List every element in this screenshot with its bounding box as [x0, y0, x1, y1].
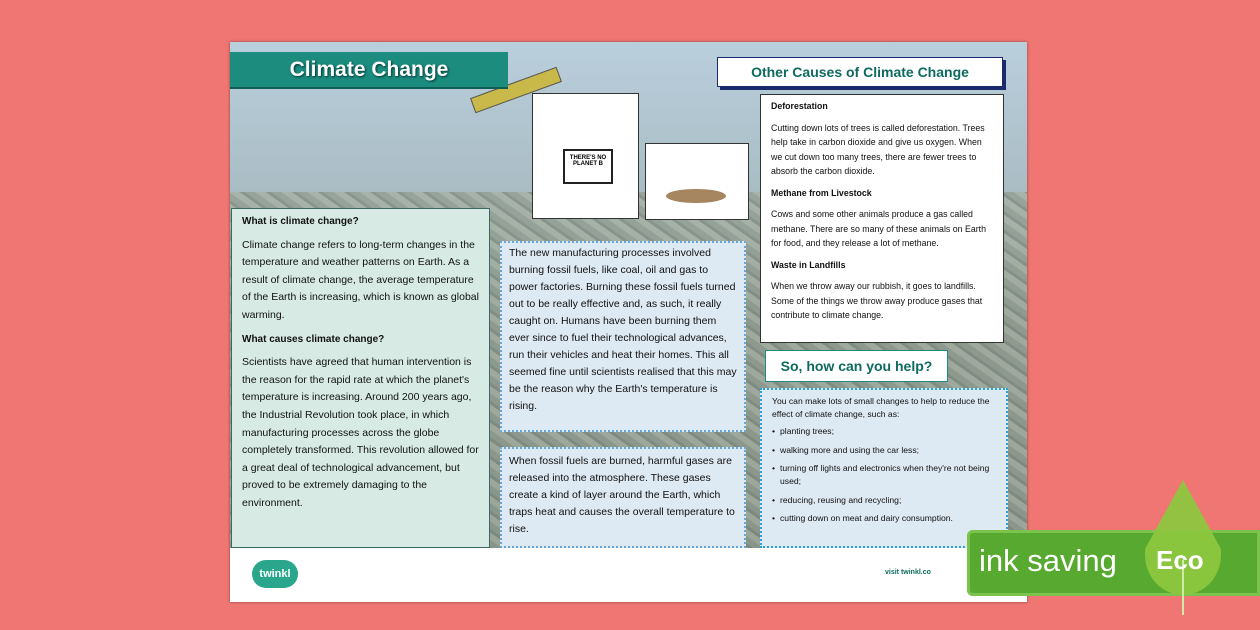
section-text: When we throw away our rubbish, it goes to landfills. Some of the things we throw away produce gases that contribute to climate change. — [771, 281, 983, 320]
other-causes-box — [760, 94, 1004, 343]
help-heading: So, how can you help? — [765, 350, 948, 382]
question-heading: What is climate change? — [242, 216, 359, 227]
help-list — [772, 425, 996, 525]
section-text: Cows and some other animals produce a gas called methane. There are so many of these animals on Earth for food, and they release a lot of methane. — [771, 209, 986, 248]
section-text: Cutting down lots of trees is called deforestation. Trees help take in carbon dioxide and give us oxygen. When we cut down too many trees, there are fewer trees to absorb the carbon dioxide. — [771, 122, 985, 176]
list-item: • turning off lights and electronics when they're not being used; — [772, 462, 996, 488]
twinkl-logo: twinkl — [252, 560, 298, 588]
list-item: • cutting down on meat and dairy consumption. — [772, 512, 996, 525]
greenhouse-box — [500, 447, 746, 548]
left-text-box — [231, 208, 490, 548]
section-title: Methane from Livestock — [771, 187, 872, 198]
worksheet-page — [230, 42, 1027, 602]
paragraph: The new manufacturing processes involved burning fossil fuels, like coal, oil and gas to power factories. Burning these fossil fuels turned out to be really effective and, as such, it really caught on. Humans have been burning them ever since to fuel their technological advances, run their vehicles and heat their homes. This all seemed fine until scientists realised that this may be the reason why the Earth's temperature is rising. — [509, 247, 737, 412]
question-heading: What causes climate change? — [242, 333, 385, 345]
paragraph: When fossil fuels are burned, harmful gases are released into the atmosphere. These gases create a kind of layer around the Earth, which traps heat and causes the overall temperature to rise. — [509, 455, 735, 535]
fossil-fuels-box — [500, 241, 746, 432]
section-title: Waste in Landfills — [771, 259, 846, 270]
list-item: • planting trees; — [772, 425, 996, 438]
paragraph: Climate change refers to long-term changes in the temperature and weather patterns on Earth. As a result of climate change, the average temperature of the Earth is increasing, which is known as global warming. — [242, 238, 479, 321]
eco-badge: Eco — [1156, 545, 1204, 575]
section-title: Deforestation — [771, 101, 828, 111]
protest-photo — [532, 93, 639, 219]
page-title: Climate Change — [230, 52, 508, 89]
other-causes-heading: Other Causes of Climate Change — [717, 57, 1003, 87]
list-item: • walking more and using the car less; — [772, 444, 996, 457]
list-item: • reducing, reusing and recycling; — [772, 494, 996, 507]
help-intro: You can make lots of small changes to help to reduce the effect of climate change, such as: — [772, 396, 990, 419]
help-box — [760, 388, 1008, 548]
protest-sign: THERE'S NO PLANET B — [563, 149, 613, 184]
visit-link[interactable]: visit twinkl.co — [885, 569, 931, 576]
ink-saving-label: ink saving — [979, 543, 1117, 578]
paragraph: Scientists have agreed that human intervention is the reason for the rapid rate at which the planet's temperature is increasing. Around 200 years ago, the Industrial Revolution took place, in which manufacturing processes across the globe completely transformed. This revolution allowed for a great deal of technological advancement, but proved to be extremely damaging to the environment. — [242, 356, 479, 509]
planting-photo — [645, 143, 749, 220]
